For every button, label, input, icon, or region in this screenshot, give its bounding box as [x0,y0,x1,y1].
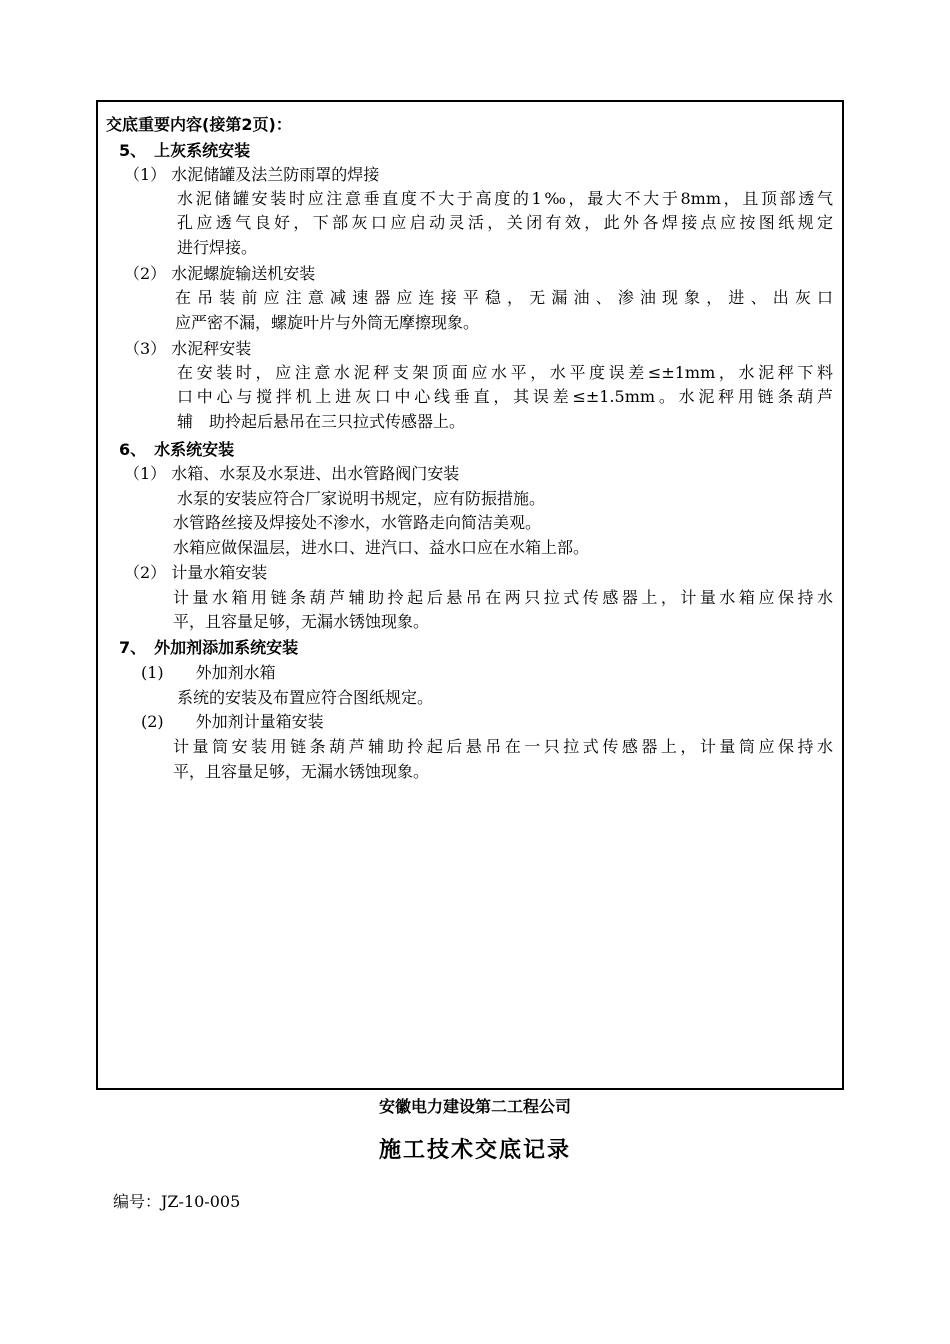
item-5-1-line-2: 孔应透气良好，下部灰口应启动灵活，关闭有效，此外各焊接点应按图纸规定 [177,213,833,232]
item-5-1-line-1: 水泥储罐安装时应注意垂直度不大于高度的1‰，最大不大于8mm，且顶部透气 [177,189,833,208]
item-7-1-heading: (1) 外加剂水箱 [141,663,276,682]
item-6-1-line-3: 水箱应做保温层，进水口、进汽口、益水口应在水箱上部。 [173,538,590,557]
section-header: 交底重要内容(接第2页)： [106,115,292,134]
item-5-3-heading: （3） 水泥秤安装 [124,339,252,358]
document-title: 施工技术交底记录 [378,1138,571,1163]
item-5-1-line-3: 进行焊接。 [177,238,258,257]
item-6-2-line-2: 平，且容量足够，无漏水锈蚀现象。 [173,612,430,631]
item-5-2-line-1: 在吊装前应注意减速器应连接平稳，无漏油、渗油现象，进、出灰口 [175,288,833,307]
item-5-2-heading: （2） 水泥螺旋输送机安装 [124,264,316,283]
section-5-heading: 5、 上灰系统安装 [119,141,251,160]
item-5-2-line-2: 应严密不漏，螺旋叶片与外筒无摩擦现象。 [175,313,480,332]
item-5-1-heading: （1） 水泥储罐及法兰防雨罩的焊接 [124,165,380,184]
section-7-heading: 7、 外加剂添加系统安装 [119,638,299,657]
item-5-3-line-2: 口中心与搅拌机上进灰口中心线垂直，其误差≤±1.5mm。水泥秤用链条葫芦 [177,387,833,406]
item-6-1-line-1: 水泵的安装应符合厂家说明书规定，应有防振措施。 [177,489,546,508]
document-number: 编号：JZ-10-005 [113,1192,241,1211]
item-6-1-heading: （1） 水箱、水泵及水泵进、出水管路阀门安装 [124,464,460,483]
item-7-2-line-1: 计量筒安装用链条葫芦辅助拎起后悬吊在一只拉式传感器上，计量筒应保持水 [173,737,833,756]
item-5-3-line-1: 在安装时，应注意水泥秤支架顶面应水平，水平度误差≤±1mm，水泥秤下料 [177,363,833,382]
item-7-2-line-2: 平，且容量足够，无漏水锈蚀现象。 [173,762,430,781]
item-7-1-line-1: 系统的安装及布置应符合图纸规定。 [177,688,434,707]
item-6-2-heading: （2） 计量水箱安装 [124,563,268,582]
item-7-2-heading: (2) 外加剂计量箱安装 [141,712,324,731]
item-6-2-line-1: 计量水箱用链条葫芦辅助拎起后悬吊在两只拉式传感器上，计量水箱应保持水 [173,588,833,607]
item-6-1-line-2: 水管路丝接及焊接处不渗水，水管路走向简洁美观。 [173,513,542,532]
item-5-3-line-3: 辅 助拎起后悬吊在三只拉式传感器上。 [177,412,466,431]
section-6-heading: 6、 水系统安装 [119,440,235,459]
company-name: 安徽电力建设第二工程公司 [378,1097,571,1116]
